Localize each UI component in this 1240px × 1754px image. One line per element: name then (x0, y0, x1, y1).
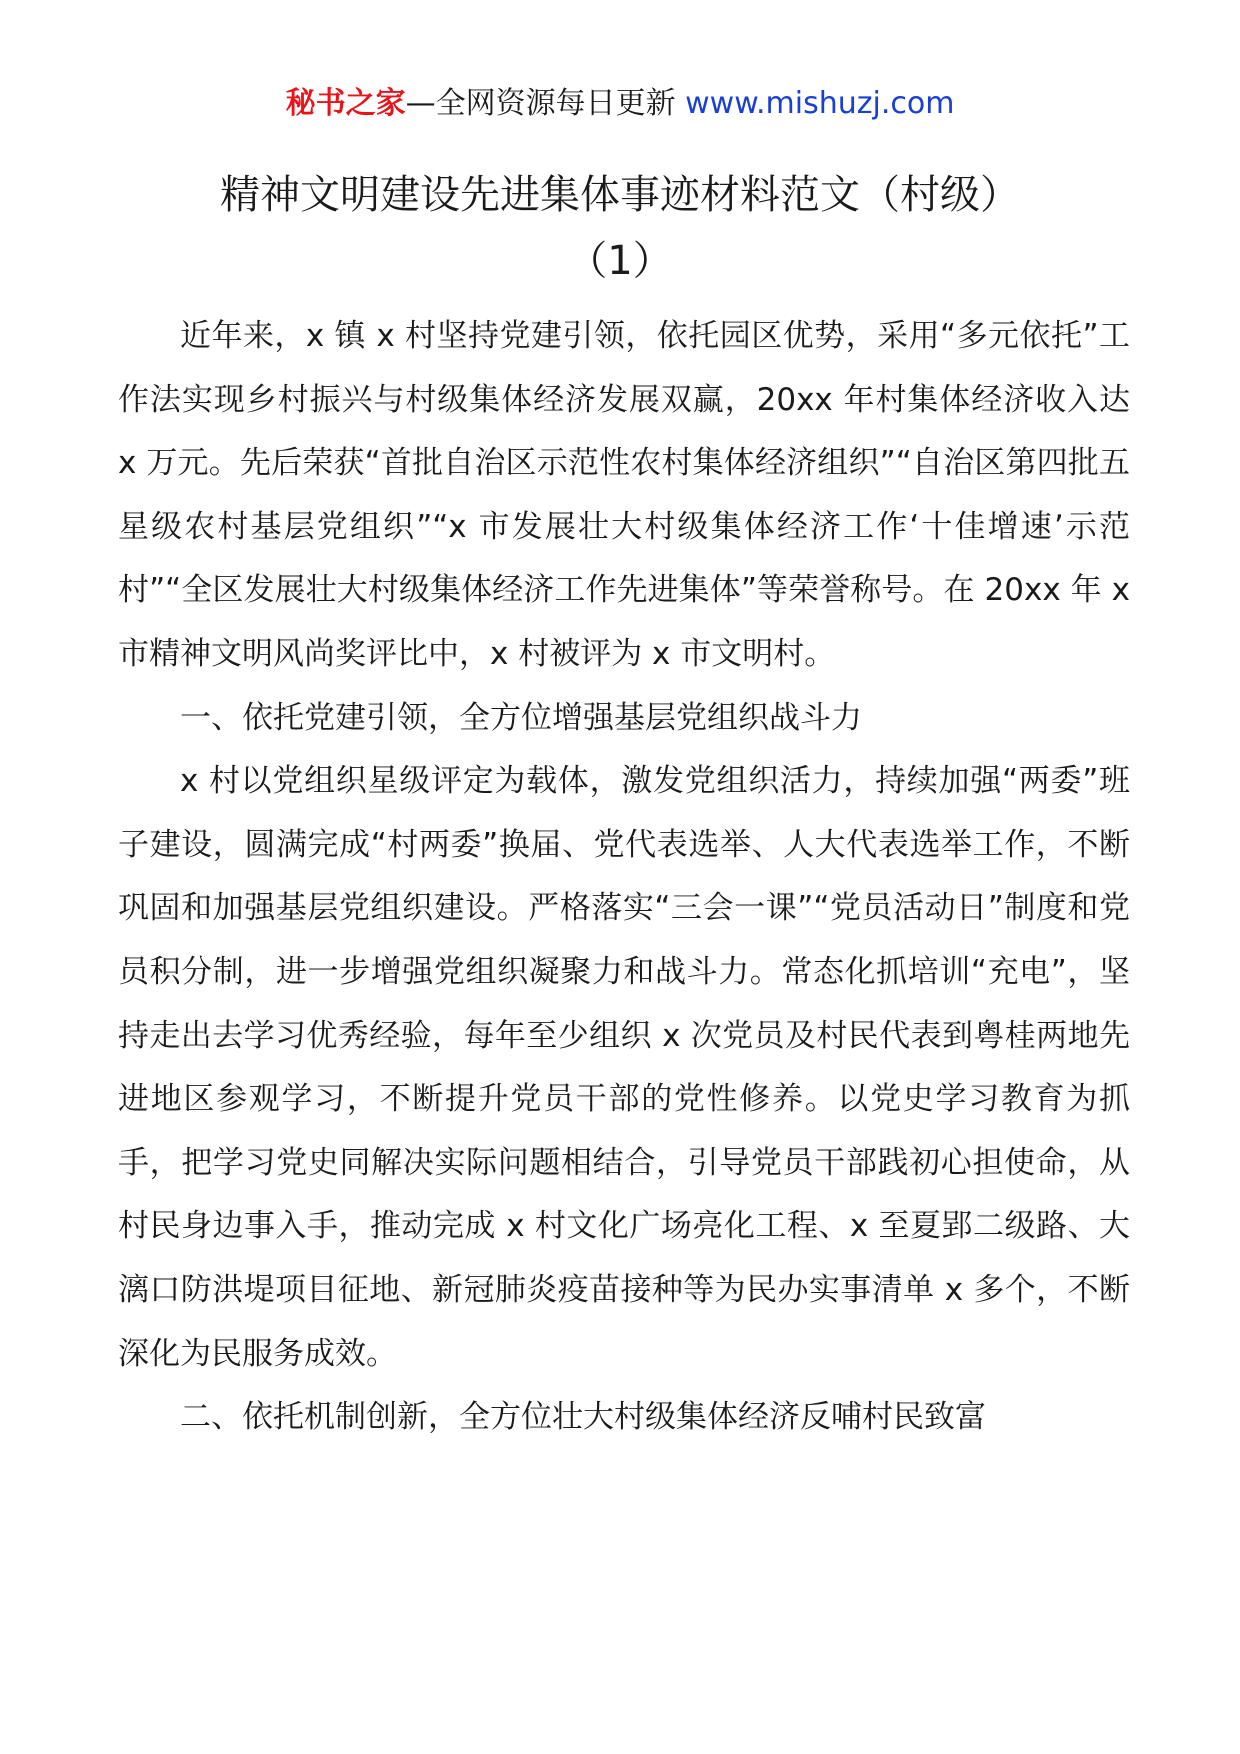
document-title (110, 162, 1130, 294)
title-line-2: （1） (567, 238, 673, 284)
site-tagline: —全网资源每日更新 (405, 86, 676, 121)
site-brand: 秘书之家 (285, 86, 406, 121)
document-body (118, 305, 1130, 1450)
title-line-1: 精神文明建设先进集体事迹材料范文（村级） (220, 172, 1020, 218)
site-header (0, 84, 1240, 124)
site-url-link[interactable]: www.mishuzj.com (685, 86, 955, 121)
section-heading-1: 一、依托党建引领，全方位增强基层党组织战斗力 (180, 699, 862, 736)
section-1-paragraph: x 村以党组织星级评定为载体，激发党组织活力，持续加强“两委”班子建设，圆满完成“村两委”换届、党代表选举、人大代表选举工作，不断巩固和加强基层党组织建设。严格落实“三会一课”“党员活动日”制度和党员积分制，进一步增强党组织凝聚力和战斗力。常态化抓培训“充电”，坚持走出去学习优秀经验，每年至少组织 x 次党员及村民代表到粤桂两地先进地区参观学习，不断提升党员干部的党性修养。以党史学习教育为抓手，把学习党史同解决实际问题相结合，引导党员干部践初心担使命，从村民身边事入手，推动完成 x 村文化广场亮化工程、x 至夏郢二级路、大漓口防洪堤项目征地、新冠肺炎疫苗接种等为民办实事清单 x 多个，不断深化为民服务成效。 (118, 763, 1130, 1372)
section-heading-2: 二、依托机制创新，全方位壮大村级集体经济反哺村民致富 (180, 1399, 986, 1436)
intro-paragraph: 近年来，x 镇 x 村坚持党建引领，依托园区优势，采用“多元依托”工作法实现乡村振兴与村级集体经济发展双赢，20xx 年村集体经济收入达 x 万元。先后荣获“首批自治区示范性农村集体经济组织”“自治区第四批五星级农村基层党组织”“x 市发展壮大村级集体经济工作‘十佳增速’示范村”“全区发展壮大村级集体经济工作先进集体”等荣誉称号。在 20xx 年 x 市精神文明风尚奖评比中，x 村被评为 x 市文明村。 (118, 318, 1130, 672)
